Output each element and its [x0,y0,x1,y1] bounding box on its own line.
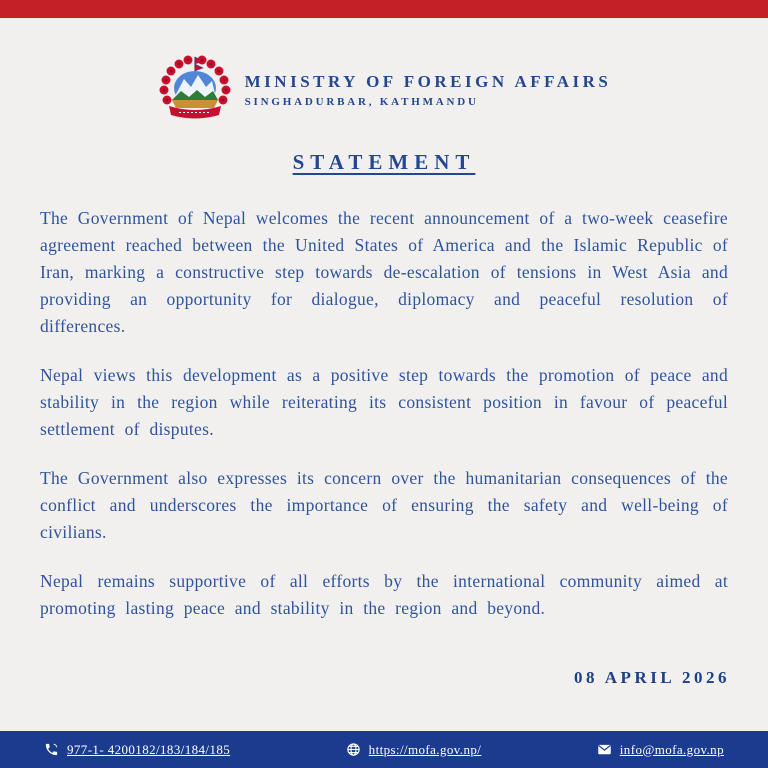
email-link[interactable] [597,742,724,758]
statement-date: 08 APRIL 2026 [573,668,730,687]
email-address: info@mofa.gov.np [619,741,724,757]
top-red-bar [0,0,768,18]
ministry-title: MINISTRY OF FOREIGN AFFAIRS [244,72,612,91]
statement-paragraph-2: Nepal views this development as a positive step towards the promotion of peace and stability in the region while reiterating its consistent position in favour of peaceful settlement of disputes. [40,365,728,439]
statement-paragraph-4: Nepal remains supportive of all efforts by the international community aimed at promoting lasting peace and stability in the region and beyond. [40,571,728,618]
website-link[interactable] [346,742,482,758]
ministry-address: SINGHADURBAR, KATHMANDU [244,96,479,108]
nepal-emblem-logo [157,54,233,126]
statement-paragraph-1: The Government of Nepal welcomes the recent announcement of a two-week ceasefire agreement reached between the United States of America and the Islamic Republic of Iran, marking a constructive step towards de-escalation of tensions in West Asia and providing an opportunity for dialogue, diplomacy and peaceful resolution of differences. [40,208,728,336]
statement-paragraph-3: The Government also expresses its concern over the humanitarian consequences of the conflict and underscores the importance of ensuring the safety and well-being of civilians. [40,468,728,542]
letterhead [0,54,768,126]
phone-link[interactable] [44,742,230,758]
contact-footer-bar [0,731,768,768]
globe-icon [346,742,361,757]
website-url: https://mofa.gov.np/ [368,741,482,757]
envelope-icon [597,742,612,757]
statement-heading: STATEMENT [292,150,476,174]
phone-icon [44,742,59,757]
statement-body [40,205,728,622]
phone-number: 977-1- 4200182/183/184/185 [67,741,231,757]
